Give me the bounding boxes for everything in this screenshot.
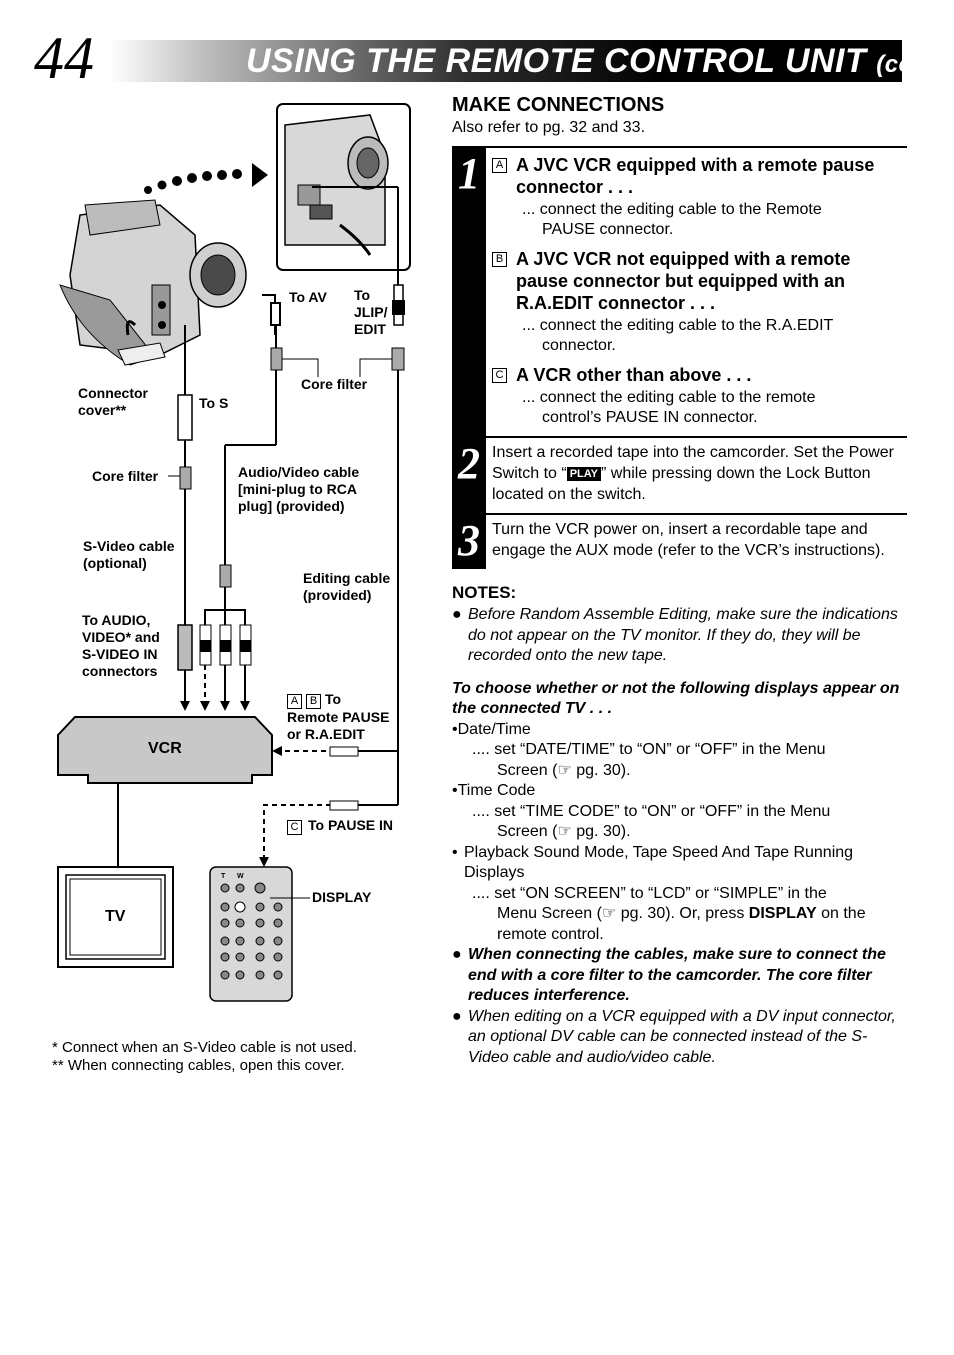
time-code-item: •Time Code	[452, 782, 536, 799]
page-title-suffix: (cont.)	[876, 51, 954, 78]
bullet-icon: ●	[452, 606, 462, 623]
box-c: C	[287, 820, 302, 835]
rca-plugs	[200, 625, 251, 665]
playback-desc-2a: Menu Screen (☞ pg. 30). Or, press	[497, 905, 749, 922]
remote-control-shape	[210, 867, 310, 1001]
playback-desc-2	[472, 904, 907, 925]
date-time-label: Date/Time	[457, 720, 531, 738]
label-to-s: To S	[199, 395, 229, 411]
note-last-text: When editing on a VCR equipped with a DV input connector, an optional DV cable can be connected instead of the S-Video cable and audio/video cable.	[468, 1007, 896, 1066]
footnotes	[52, 1039, 357, 1075]
step-2-text-after: ” while pressing down the Lock Button located on the switch.	[492, 465, 871, 503]
option-c-box: C	[492, 368, 507, 383]
date-time-desc	[452, 740, 907, 781]
playback-desc	[452, 884, 907, 946]
time-code-label: Time Code	[457, 782, 536, 799]
step-3-text: Turn the VCR power on, insert a recordable tape and engage the AUX mode (refer to the VCR’s instructions).	[486, 513, 907, 569]
option-c-title	[492, 364, 907, 386]
note-1-text: Before Random Assemble Editing, make sure the indications do not appear on the TV monitor. If they do, they will be recorded onto the new tape.	[468, 606, 898, 664]
label-av-cable-3: plug] (provided)	[238, 498, 345, 514]
av-plug	[225, 295, 280, 610]
option-c-desc-1: ... connect the editing cable to the remote	[522, 389, 816, 406]
make-connections-subtext: Also refer to pg. 32 and 33.	[452, 119, 646, 136]
label-to-pause-in: To PAUSE IN	[308, 817, 394, 833]
playback-desc-1: .... set “ON SCREEN” to “LCD” or “SIMPLE” in the	[472, 884, 827, 902]
step-1	[452, 146, 907, 436]
bullet-icon: ●	[452, 946, 462, 963]
option-a-title-text: A JVC VCR equipped with a remote pause connector . . .	[516, 155, 875, 197]
label-remote-pause	[287, 691, 341, 709]
option-b-desc-2: connector.	[542, 337, 616, 354]
label-to-remote-2: Remote PAUSE	[287, 709, 390, 725]
step-3-number: 3	[452, 513, 486, 569]
label-svideo-cable-2: (optional)	[83, 555, 147, 571]
step-1-number: 1	[452, 146, 486, 436]
jlip-plug	[392, 285, 405, 370]
label-to-audio-1: To AUDIO,	[82, 612, 151, 628]
page-title	[246, 40, 953, 82]
option-b-box: B	[492, 252, 507, 267]
choose-heading: To choose whether or not the following displays appear on the connected TV . . .	[452, 679, 900, 717]
note-bold	[452, 945, 907, 1007]
instructions-column	[452, 92, 907, 1068]
time-code-desc-2: Screen (☞ pg. 30).	[497, 823, 631, 840]
label-to-audio-3: S-VIDEO IN	[82, 646, 158, 662]
note-1	[452, 605, 907, 667]
play-badge: PLAY	[567, 467, 601, 481]
label-to-audio-4: connectors	[82, 663, 158, 679]
connection-diagram	[40, 95, 420, 1015]
option-b-desc	[492, 316, 907, 356]
note-last	[452, 1007, 907, 1069]
label-to-jlip-1: To	[354, 287, 371, 303]
note-bold-text: When connecting the cables, make sure to connect the end with a core filter to the camcorder. The core filter reduces interference.	[468, 946, 886, 1004]
label-tv: TV	[105, 908, 126, 925]
notes-heading: NOTES:	[452, 583, 517, 602]
label-to-remote-3: or R.A.EDIT	[287, 726, 365, 742]
label-editing-cable-2: (provided)	[303, 587, 372, 603]
date-time-desc-2: Screen (☞ pg. 30).	[497, 761, 631, 779]
camcorder	[60, 200, 246, 365]
label-remote-w: W	[237, 873, 244, 880]
dotted-arc	[144, 163, 268, 194]
label-connector-cover-1: Connector	[78, 385, 148, 401]
date-time-desc-1: .... set “DATE/TIME” to “ON” or “OFF” in the Menu	[472, 741, 826, 758]
page-title-text: USING THE REMOTE CONTROL UNIT	[246, 42, 867, 80]
label-to-remote-1: To	[325, 691, 342, 707]
playback-label: Playback Sound Mode, Tape Speed And Tape Running Displays	[464, 843, 854, 881]
date-time-item: •Date/Time	[452, 720, 531, 738]
option-c-title-text: A VCR other than above . . .	[516, 365, 752, 385]
label-core-filter-left: Core filter	[92, 468, 159, 484]
option-a-desc-1: ... connect the editing cable to the Remote	[522, 201, 822, 218]
label-vcr: VCR	[148, 740, 182, 757]
step-2-text-before: Insert a recorded tape into the camcorder. Set the Power Switch to “	[492, 444, 894, 482]
footnote-2: ** When connecting cables, open this cover.	[52, 1057, 345, 1074]
make-connections-heading: MAKE CONNECTIONS	[452, 94, 665, 116]
bullet-icon: ●	[452, 1007, 462, 1025]
label-editing-cable-1: Editing cable	[303, 570, 391, 586]
label-core-filter-top: Core filter	[301, 376, 368, 392]
box-b: B	[306, 694, 321, 709]
label-to-jlip-2: JLIP/	[354, 304, 388, 320]
option-a-box: A	[492, 158, 507, 173]
playback-desc-3: remote control.	[497, 925, 604, 943]
playback-item: • Playback Sound Mode, Tape Speed And Tape Running Displays	[452, 843, 907, 884]
option-a-desc	[492, 200, 907, 240]
label-pause-in	[287, 817, 393, 835]
option-c-desc-2: control’s PAUSE IN connector.	[542, 409, 758, 426]
option-b-title-text: A JVC VCR not equipped with a remote pause connector but equipped with an R.A.EDIT connector . . .	[516, 249, 851, 313]
label-to-jlip-3: EDIT	[354, 321, 386, 337]
time-code-desc	[452, 802, 907, 843]
footnote-1: * Connect when an S-Video cable is not used.	[52, 1039, 357, 1056]
option-a-desc-2: PAUSE connector.	[542, 221, 674, 238]
label-to-audio-2: VIDEO* and	[82, 629, 160, 645]
label-av-cable-1: Audio/Video cable	[238, 464, 360, 480]
label-svideo-cable-1: S-Video cable	[83, 538, 175, 554]
option-b-desc-1: ... connect the editing cable to the R.A.EDIT	[522, 317, 834, 334]
label-remote-t: T	[221, 873, 226, 880]
step-2-text	[486, 436, 907, 513]
playback-desc-2c: on the	[816, 905, 866, 922]
display-keyword: DISPLAY	[748, 905, 817, 922]
option-c-desc	[492, 388, 907, 428]
option-b-title	[492, 248, 907, 314]
step-2	[452, 436, 907, 513]
label-to-av: To AV	[289, 289, 327, 305]
label-connector-cover-2: cover**	[78, 402, 127, 418]
step-2-number: 2	[452, 436, 486, 513]
box-a: A	[287, 694, 302, 709]
label-av-cable-2: [mini-plug to RCA	[238, 481, 357, 497]
step-3	[452, 513, 907, 569]
option-a-title	[492, 154, 907, 198]
label-display: DISPLAY	[312, 889, 372, 905]
time-code-desc-1: .... set “TIME CODE” to “ON” or “OFF” in the Menu	[472, 802, 831, 820]
page-number: 44	[34, 25, 94, 91]
step-1-body	[486, 146, 907, 436]
